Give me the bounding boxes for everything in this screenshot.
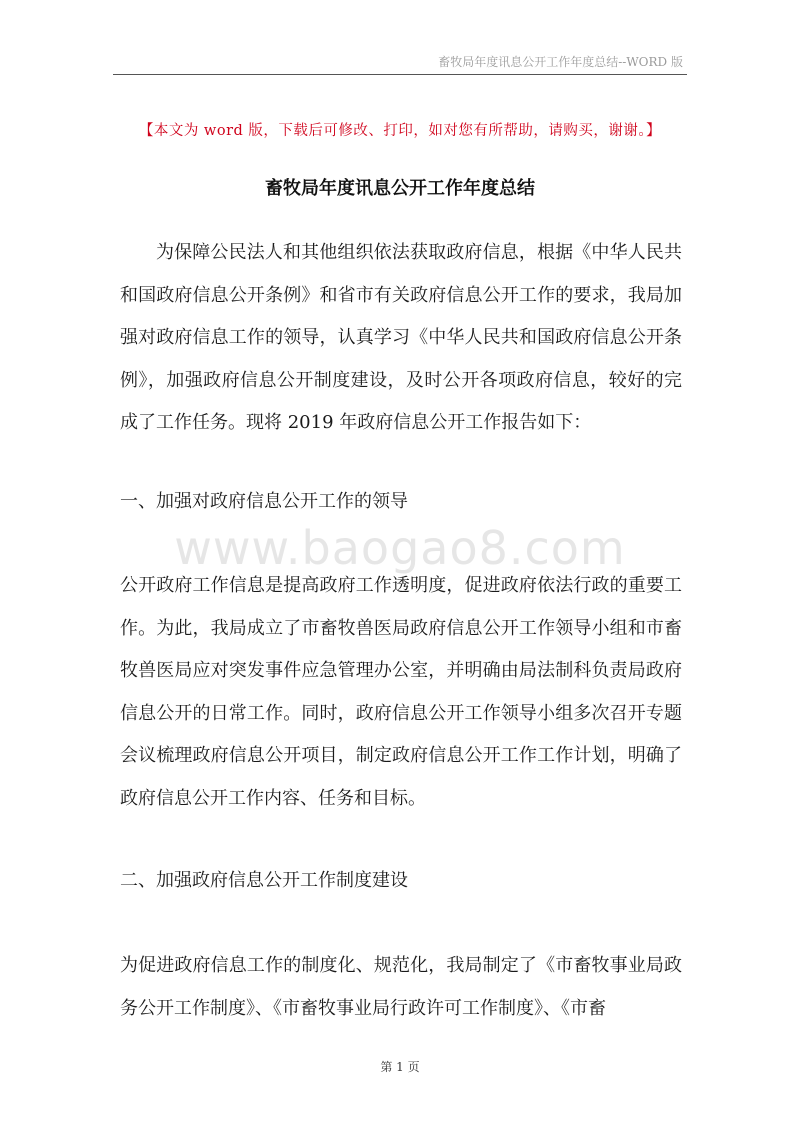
page-number: 第 1 页 [380, 1060, 420, 1074]
intro-paragraph: 为保障公民法人和其他组织依法获取政府信息，根据《中华人民共和国政府信息公开条例》和省市有关政府信息公开工作的要求，我局加强对政府信息工作的领导，认真学习《中华人民共和国政府信息公开条例》，加强政府信息公开制度建设，及时公开各项政府信息，较好的完成了工作任务。现将 2019 年政府信息公开工作报告如下： [120, 242, 682, 434]
running-header: 畜牧局年度讯息公开工作年度总结--WORD 版 [438, 55, 683, 69]
document-title: 畜牧局年度讯息公开工作年度总结 [265, 178, 535, 199]
section-body-2: 为促进政府信息工作的制度化、规范化，我局制定了《市畜牧事业局政务公开工作制度》、《市畜牧事业局行政许可工作制度》、《市畜 [120, 955, 682, 1019]
section-heading-1: 一、加强对政府信息公开工作的领导 [120, 491, 408, 512]
header-divider [113, 74, 687, 75]
watermark-text: www.baogao8.com [174, 521, 626, 575]
section-heading-2: 二、加强政府信息公开工作制度建设 [120, 870, 408, 891]
purchase-notice: 【本文为 word 版，下载后可修改、打印，如对您有所帮助，请购买，谢谢。】 [138, 123, 662, 139]
section-body-1: 公开政府工作信息是提高政府工作透明度，促进政府依法行政的重要工作。为此，我局成立了市畜牧兽医局政府信息公开工作领导小组和市畜牧兽医局应对突发事件应急管理办公室，并明确由局法制科负责局政府信息公开的日常工作。同时，政府信息公开工作领导小组多次召开专题会议梳理政府信息公开项目，制定政府信息公开工作工作计划，明确了政府信息公开工作内容、任务和目标。 [120, 575, 682, 809]
